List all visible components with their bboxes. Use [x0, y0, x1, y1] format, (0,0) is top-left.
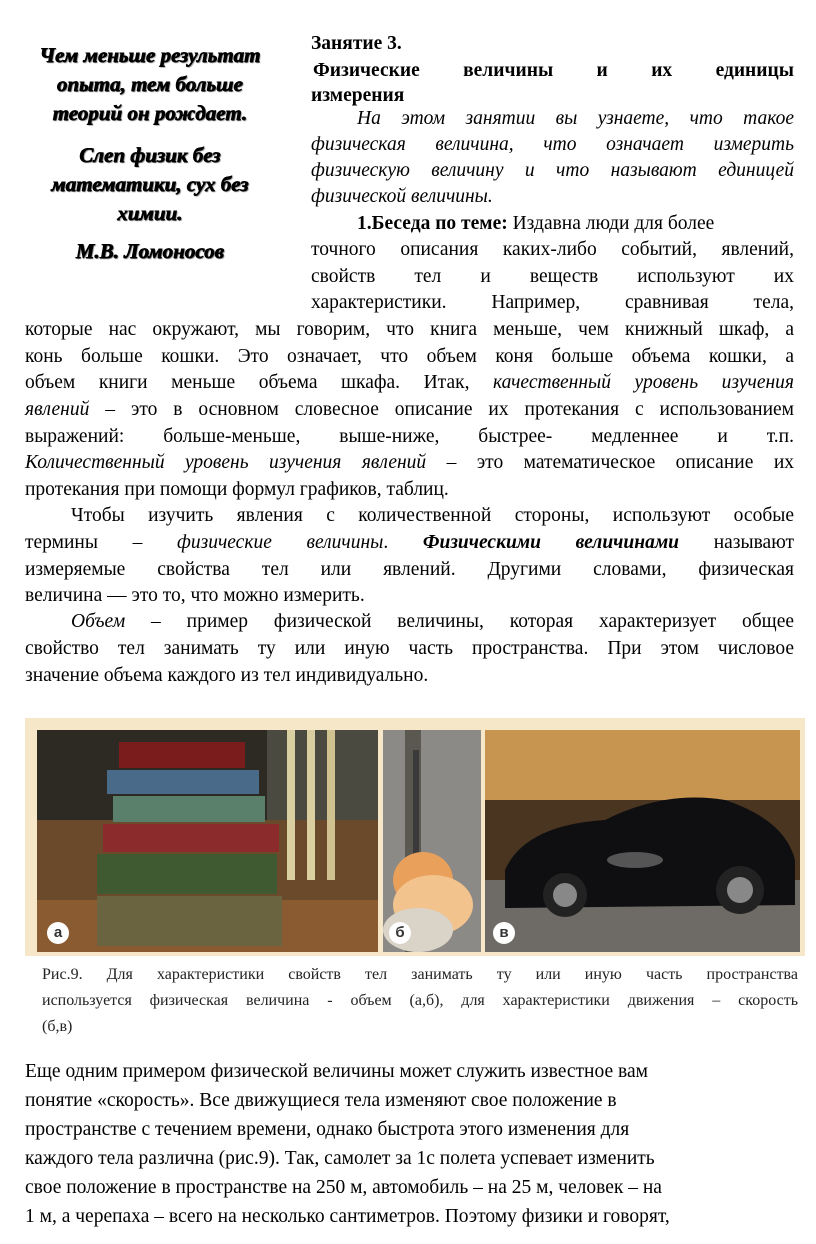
- intro-line-4: физической величины.: [311, 186, 493, 207]
- discussion-line-1: 1.Беседа по теме: Издавна люди для более: [357, 213, 715, 234]
- para2-line-4: величина — это то, что можно измерить.: [25, 585, 365, 606]
- intro-line-2: физическая величина, что означает измерить: [311, 134, 794, 155]
- lesson-title-line2: измерения: [311, 85, 405, 106]
- lesson-number: Занятие 3.: [311, 33, 402, 54]
- bottom-line-3: пространстве с течением времени, однако быстрота этого изменения для: [25, 1119, 630, 1140]
- discussion-label: 1.Беседа по теме:: [357, 213, 508, 234]
- figure-caption-line-2: используется физическая величина - объем (а,б), для характеристики движения – скорость: [42, 992, 798, 1009]
- figure-caption-line-1: Рис.9. Для характеристики свойств тел занимать ту или иную часть пространства: [42, 966, 798, 983]
- bottom-line-5: свое положение в пространстве на 250 м, автомобиль – на 25 м, человек – на: [25, 1177, 662, 1198]
- discussion-line-2: точного описания каких-либо событий, явлений,: [311, 239, 794, 260]
- bottom-line-4: каждого тела различна (рис.9). Так, самолет за 1с полета успевает изменить: [25, 1148, 655, 1169]
- bottom-line-6: 1 м, а черепаха – всего на несколько сантиметров. Поэтому физики и говорят,: [25, 1206, 670, 1227]
- body-line-6: конь больше кошки. Это означает, что объем коня больше объема кошки, а: [25, 346, 794, 367]
- discussion-line-3: свойств тел и веществ используют их: [311, 266, 794, 287]
- epigraph-quote-1: Чем меньше результат опыта, тем больше теорий он рождает.: [39, 43, 261, 125]
- para3-line-3: значение объема каждого из тел индивидуально.: [25, 665, 429, 686]
- bottom-line-1: Еще одним примером физической величины может служить известное вам: [25, 1061, 648, 1082]
- bottom-line-2: понятие «скорость». Все движущиеся тела изменяют свое положение в: [25, 1090, 617, 1111]
- body-line-9: выражений: больше-меньше, выше-ниже, быстрее- медленнее и т.п.: [25, 426, 794, 447]
- photo-car: [485, 730, 800, 952]
- intro-line-3: физическую величину и что называют единицей: [311, 160, 794, 181]
- body-line-10: Количественный уровень изучения явлений – это математическое описание их: [25, 452, 795, 473]
- rocket-illustration: [383, 730, 481, 952]
- epigraph-quote-2: Слеп физик без математики, сух без химии.: [51, 143, 249, 225]
- intro-line-1: На этом занятии вы узнаете, что такое: [357, 108, 794, 129]
- figure-caption-line-3: (б,в): [42, 1018, 73, 1035]
- books-illustration: [37, 730, 378, 952]
- epigraph-author: М.В. Ломоносов: [75, 239, 225, 263]
- photo-books: [37, 730, 378, 952]
- body-line-7: объем книги меньше объема шкафа. Итак, качественный уровень изучения: [25, 372, 794, 393]
- body-line-5: которые нас окружают, мы говорим, что книга меньше, чем книжный шкаф, а: [25, 319, 794, 340]
- body-line-11: протекания при помощи формул графиков, таблиц.: [25, 479, 449, 500]
- lesson-title-line1: Физические величины и их единицы: [313, 60, 794, 81]
- para3-line-2: свойство тел занимать ту или иную часть пространства. При этом числовое: [25, 638, 794, 659]
- photo-rocket: [383, 730, 481, 952]
- para2-line-1: Чтобы изучить явления с количественной стороны, используют особые: [71, 505, 794, 526]
- para2-line-2: термины – физические величины. Физическими величинами называют: [25, 532, 795, 553]
- panel-label-b: б: [389, 922, 411, 944]
- para2-line-3: измеряемые свойства тел или явлений. Другими словами, физическая: [25, 559, 794, 580]
- panel-label-a: а: [47, 922, 69, 944]
- panel-label-c: в: [493, 922, 515, 944]
- discussion-line-4: характеристики. Например, сравнивая тела,: [311, 292, 794, 313]
- para3-line-1: Объем – пример физической величины, которая характеризует общее: [71, 611, 794, 632]
- body-line-8: явлений – это в основном словесное описание их протекания с использованием: [25, 399, 794, 420]
- figure-photo-strip: [25, 718, 805, 956]
- car-illustration: [485, 730, 800, 952]
